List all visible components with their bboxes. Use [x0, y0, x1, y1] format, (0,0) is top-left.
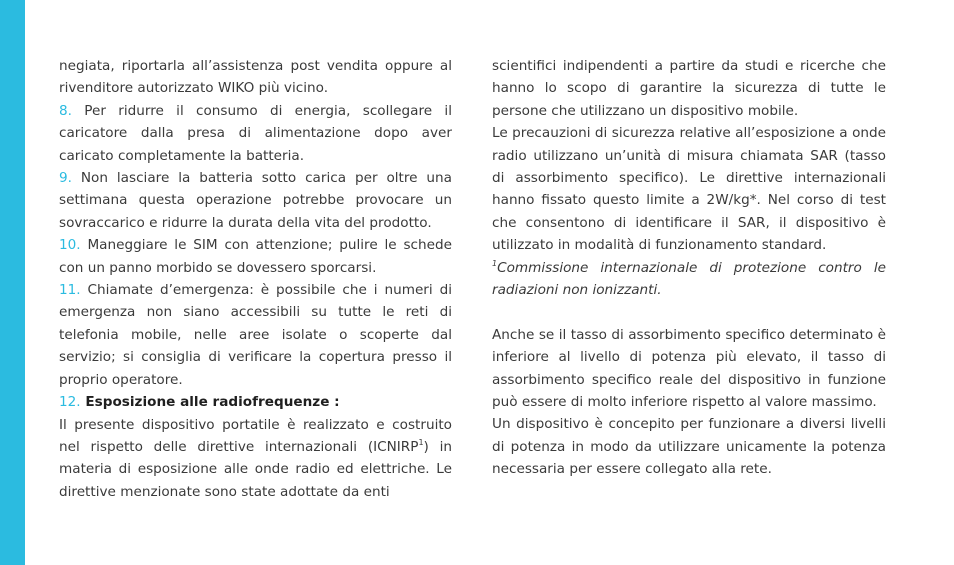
- accent-bar: [0, 0, 25, 565]
- footnote-ref: 1: [418, 437, 424, 447]
- item-11: [59, 279, 452, 391]
- item-9: [59, 167, 452, 234]
- item-text: Per ridurre il consumo di energia, scollegare il caricatore dalla presa di alimentazione dopo aver caricato completamente la batteria.: [59, 102, 452, 164]
- left-column: [59, 55, 452, 503]
- item-text: Non lasciare la batteria sotto carica per oltre una settimana questa operazione potrebbe provocare un sovraccarico e ridurre la durata della vita del prodotto.: [59, 170, 452, 231]
- item-number: 8.: [59, 102, 72, 119]
- footnote: [492, 257, 886, 302]
- item-number: 11.: [59, 282, 81, 299]
- section-title: Esposizione alle radiofrequenze :: [80, 394, 340, 411]
- paragraph-continuation: negiata, riportarla all’assistenza post vendita oppure al rivenditore autorizzato WIKO più vicino.: [59, 58, 452, 97]
- right-column: [492, 55, 886, 481]
- item-8: [59, 100, 452, 167]
- power-paragraph: Un dispositivo è concepito per funzionare a diversi livelli di potenza in modo da utilizzare unicamente la potenza necessaria per essere collegato alla rete.: [492, 416, 886, 478]
- footnote-number: 1: [492, 258, 498, 268]
- footnote-text: Commissione internazionale di protezione contro le radiazioni non ionizzanti.: [492, 259, 886, 299]
- item-12-heading: [59, 391, 452, 413]
- item-number: 9.: [59, 170, 72, 187]
- item-text: Maneggiare le SIM con attenzione; pulire le schede con un panno morbido se dovessero sporcarsi.: [59, 237, 452, 276]
- spacer: [492, 301, 886, 323]
- radio-paragraph: [59, 414, 452, 504]
- paragraph-continuation: scientifici indipendenti a partire da studi e ricerche che hanno lo scopo di garantire la sicurezza di tutte le persone che utilizzano un dispositivo mobile.: [492, 58, 886, 119]
- item-text: Chiamate d’emergenza: è possibile che i numeri di emergenza non siano accessibili su tutte le reti di telefonia mobile, nelle aree isolate o scoperte dal servizio; si consiglia di verificare la copertura presso il proprio operatore.: [59, 282, 452, 388]
- item-number: 10.: [59, 237, 81, 254]
- item-number: 12.: [59, 394, 81, 411]
- radio-text-b: ) in materia di esposizione alle onde radio ed elettriche. Le direttive menzionate sono state adottate da enti: [59, 438, 452, 500]
- item-10: [59, 234, 452, 279]
- sar-level-paragraph: Anche se il tasso di assorbimento specifico determinato è inferiore al livello di potenza più elevato, il tasso di assorbimento specifico reale del dispositivo in funzione può essere di molto inferiore rispetto al valore massimo.: [492, 326, 886, 411]
- radio-text-a: Il presente dispositivo portatile è realizzato e costruito nel rispetto delle direttive internazionali (ICNIRP: [59, 416, 452, 455]
- sar-paragraph: Le precauzioni di sicurezza relative all’esposizione a onde radio utilizzano un’unità di misura chiamata SAR (tasso di assorbimento specifico). Le direttive internazionali hanno fissato questo limite a 2W/kg*. Nel corso di test che consentono di identificare il SAR, il dispositivo è utilizzato in modalità di funzionamento standard.: [492, 125, 886, 254]
